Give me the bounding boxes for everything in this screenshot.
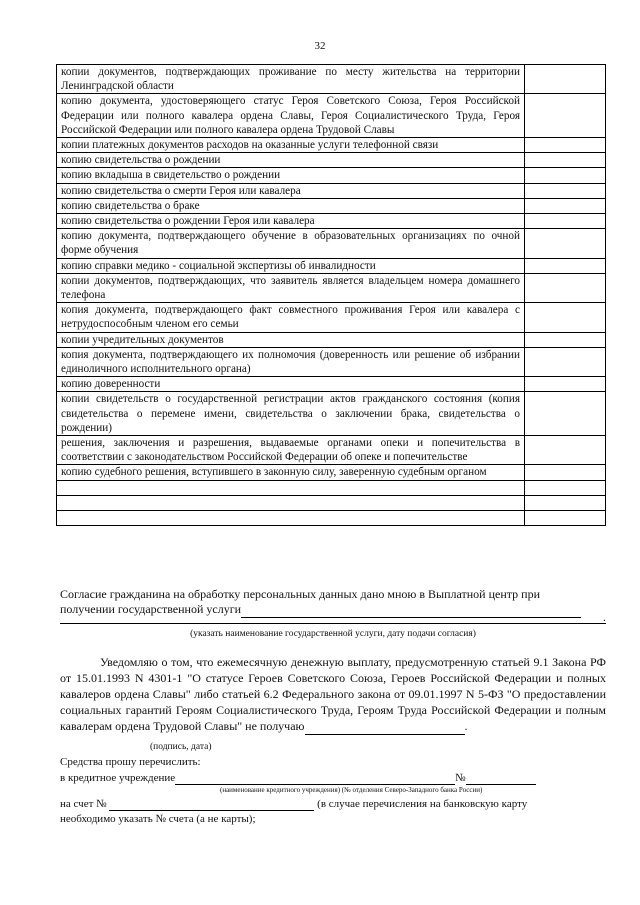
mark-cell[interactable]: [525, 480, 606, 495]
table-row: [57, 229, 606, 258]
document-name-cell: копию свидетельства о браке: [57, 198, 525, 213]
table-row: [57, 65, 606, 94]
mark-cell[interactable]: [525, 229, 606, 258]
mark-cell[interactable]: [525, 65, 606, 94]
table-row: [57, 258, 606, 273]
document-name-cell: копии учредительных документов: [57, 332, 525, 347]
account-note: необходимо указать № счета (а не карты);: [60, 813, 256, 825]
table-row: [57, 198, 606, 213]
document-name-cell: копии свидетельств о государственной регистрации актов гражданского состояния (копия свидетельства о перемене имени, свидетельства о заключении брака, свидетельства о рождении): [57, 392, 525, 436]
consent-line-1: Согласие гражданина на обработку персональных данных дано мною в Выплатной центр при: [60, 587, 540, 601]
table-row: [57, 273, 606, 302]
table-row: [57, 153, 606, 168]
table-row: [57, 480, 606, 495]
document-name-cell: копию свидетельства о рождении: [57, 153, 525, 168]
document-name-cell: [57, 480, 525, 495]
mark-cell[interactable]: [525, 214, 606, 229]
document-name-cell: [57, 510, 525, 525]
page-number: 32: [314, 40, 326, 52]
table-row: [57, 138, 606, 153]
table-row: [57, 332, 606, 347]
service-continuation-line[interactable]: [60, 623, 606, 624]
mark-cell[interactable]: [525, 258, 606, 273]
document-name-cell: копии документов, подтверждающих, что заявитель является владельцем номера домашнего телефона: [57, 273, 525, 302]
document-name-cell: [57, 495, 525, 510]
mark-cell[interactable]: [525, 94, 606, 138]
signature-hint: (подпись, дата): [150, 742, 212, 752]
table-row: [57, 495, 606, 510]
document-name-cell: копию документа, подтверждающего обучение в образовательных организациях по очной форме обучения: [57, 229, 525, 258]
consent-block: [60, 587, 606, 618]
table-row: [57, 377, 606, 392]
table-row: [57, 303, 606, 332]
mark-cell[interactable]: [525, 183, 606, 198]
mark-cell[interactable]: [525, 273, 606, 302]
account-number-line[interactable]: [109, 798, 314, 811]
document-name-cell: копию доверенности: [57, 377, 525, 392]
bank-row: в кредитное учреждение №: [60, 772, 536, 785]
document-name-cell: копия документа, подтверждающего их полномочия (доверенность или решение об избрании единоличного исполнительного органа): [57, 347, 525, 376]
consent-hint: (указать наименование государственной услуги, дату подачи согласия): [190, 629, 476, 639]
mark-cell[interactable]: [525, 332, 606, 347]
mark-cell[interactable]: [525, 495, 606, 510]
table-row: [57, 392, 606, 436]
mark-cell[interactable]: [525, 138, 606, 153]
transfer-title: Средства прошу перечислить:: [60, 756, 201, 768]
mark-cell[interactable]: [525, 392, 606, 436]
document-name-cell: копию свидетельства о рождении Героя или кавалера: [57, 214, 525, 229]
notice-text: Уведомляю о том, что ежемесячную денежную выплату, предусмотренную статьей 9.1 Закона РФ от 15.01.1993 N 4301-1 "О статусе Героев Советского Союза, Героев Российской Федерации и полных кавалеров ордена Славы" либо статьей 6.2 Федерального закона от 09.01.1997 N 5-ФЗ "О предоставлении социальных гарантий Героям Социалистического Труда, Героям Труда Российской Федерации и полным кавалерам ордена Трудовой Славы" не получаю: [60, 655, 606, 733]
mark-cell[interactable]: [525, 153, 606, 168]
table-row: [57, 94, 606, 138]
document-name-cell: копии платежных документов расходов на оказанные услуги телефонной связи: [57, 138, 525, 153]
branch-number-line[interactable]: [466, 772, 536, 785]
consent-line-2: получении государственной услуги: [60, 602, 606, 618]
document-name-cell: копию справки медико - социальной экспертизы об инвалидности: [57, 258, 525, 273]
document-name-cell: копия документа, подтверждающего факт совместного проживания Героя или кавалера с нетрудоспособным членом его семьи: [57, 303, 525, 332]
bank-hint: (наименование кредитного учреждения) (№ отделения Северо-Западного банка России): [220, 786, 483, 794]
document-name-cell: копию документа, удостоверяющего статус Героя Советского Союза, Героя Российской Федерации или полного кавалера ордена Славы, Героя Социалистического Труда, Героя Российской Федерации или полного кавалера ордена Трудовой Славы: [57, 94, 525, 138]
table-row: [57, 510, 606, 525]
table-row: [57, 168, 606, 183]
mark-cell[interactable]: [525, 465, 606, 480]
mark-cell[interactable]: [525, 168, 606, 183]
mark-cell[interactable]: [525, 198, 606, 213]
document-name-cell: копию судебного решения, вступившего в законную силу, заверенную судебным органом: [57, 465, 525, 480]
document-name-cell: копию свидетельства о смерти Героя или кавалера: [57, 183, 525, 198]
consent-end: .: [603, 612, 606, 624]
mark-cell[interactable]: [525, 377, 606, 392]
document-name-cell: копию вкладыша в свидетельство о рождении: [57, 168, 525, 183]
table-row: [57, 347, 606, 376]
mark-cell[interactable]: [525, 347, 606, 376]
mark-cell[interactable]: [525, 303, 606, 332]
table-row: [57, 436, 606, 465]
document-name-cell: решения, заключения и разрешения, выдаваемые органами опеки и попечительства в соответствии с законодательством Российской Федерации об опеке и попечительстве: [57, 436, 525, 465]
account-row: на счет № (в случае перечисления на банковскую карту: [60, 798, 528, 810]
table-row: [57, 183, 606, 198]
mark-cell[interactable]: [525, 510, 606, 525]
notice-paragraph: Уведомляю о том, что ежемесячную денежную выплату, предусмотренную статьей 9.1 Закона РФ от 15.01.1993 N 4301-1 "О статусе Героев Советского Союза, Героев Российской Федерации и полных кавалеров ордена Славы" либо статьей 6.2 Федерального закона от 09.01.1997 N 5-ФЗ "О предоставлении социальных гарантий Героям Социалистического Труда, Героям Труда Российской Федерации и полным кавалерам ордена Трудовой Славы" не получаю .: [60, 655, 606, 733]
service-field-line[interactable]: [241, 602, 581, 618]
bank-name-line[interactable]: [175, 772, 455, 785]
documents-table: [56, 64, 606, 526]
mark-cell[interactable]: [525, 436, 606, 465]
table-row: [57, 465, 606, 480]
signature-line[interactable]: [305, 718, 465, 735]
table-row: [57, 214, 606, 229]
document-name-cell: копии документов, подтверждающих проживание по месту жительства на территории Ленинградской области: [57, 65, 525, 94]
